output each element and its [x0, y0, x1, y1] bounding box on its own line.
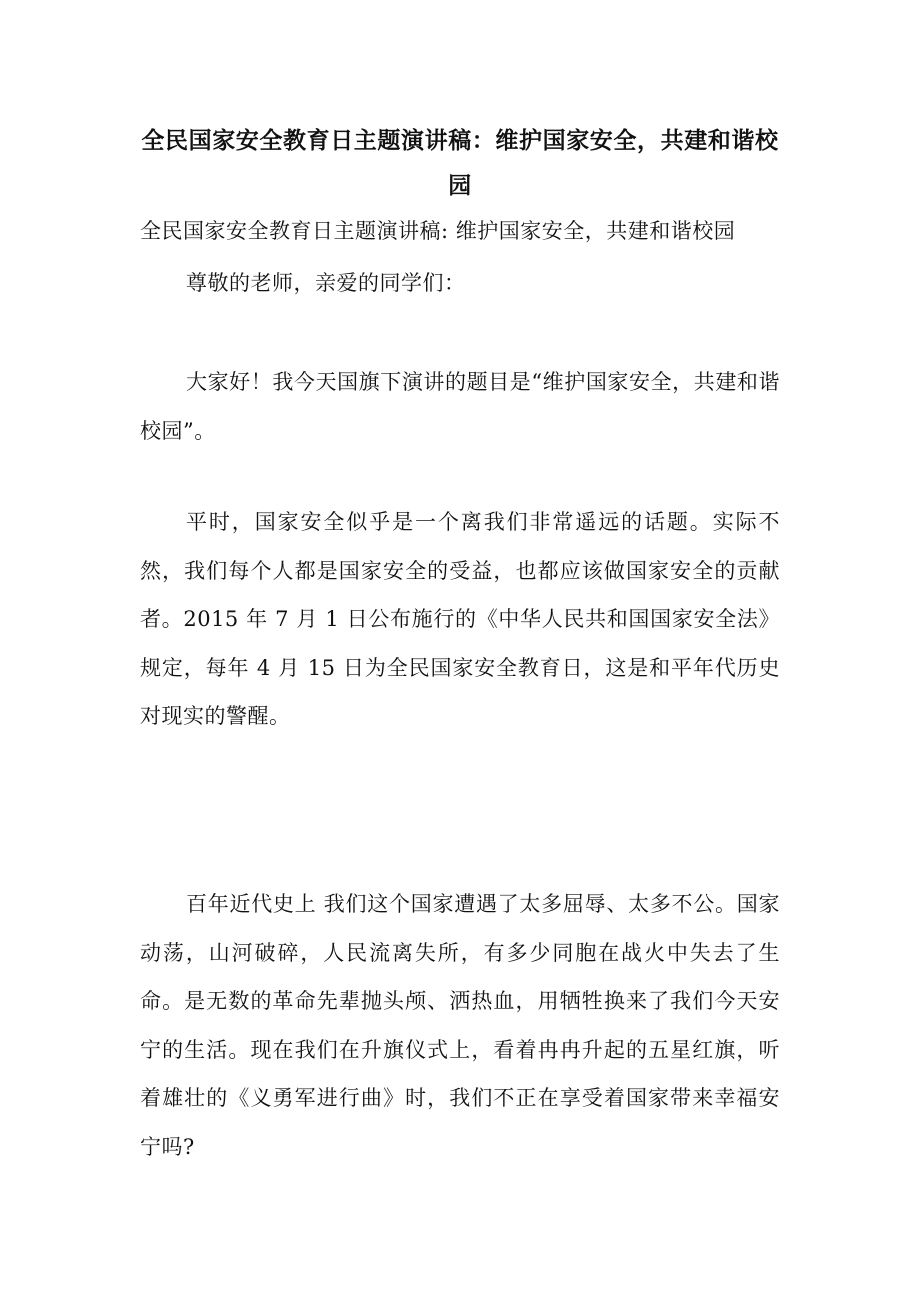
body-paragraph-2: 平时，国家安全似乎是一个离我们非常遥远的话题。实际不然，我们每个人都是国家安全的受益，也都应该做国家安全的贡献者。2015 年 7 月 1 日公布施行的《中华人民共和国国家安全法》规定，每年 4 月 15 日为全民国家安全教育日，这是和平年代历史对现实的警醒。	[140, 510, 780, 728]
document-title: 全民国家安全教育日主题演讲稿：维护国家安全，共建和谐校园	[141, 127, 779, 199]
greeting-paragraph: 尊敬的老师，亲爱的同学们：	[186, 271, 466, 295]
body-paragraph-3: 百年近代史上 我们这个国家遭遇了太多屈辱、太多不公。国家动荡，山河破碎，人民流离失所，有多少同胞在战火中失去了生命。是无数的革命先辈抛头颅、洒热血，用牺牲换来了我们今天安宁的生活。现在我们在升旗仪式上，看着冉冉升起的五星红旗，听着雄壮的《义勇军进行曲》时，我们不正在享受着国家带来幸福安宁吗?	[140, 892, 780, 1159]
document-subtitle: 全民国家安全教育日主题演讲稿: 维护国家安全，共建和谐校园	[140, 219, 736, 243]
body-paragraph-1: 大家好！我今天国旗下演讲的题目是“维护国家安全，共建和谐校园”。	[140, 370, 780, 443]
